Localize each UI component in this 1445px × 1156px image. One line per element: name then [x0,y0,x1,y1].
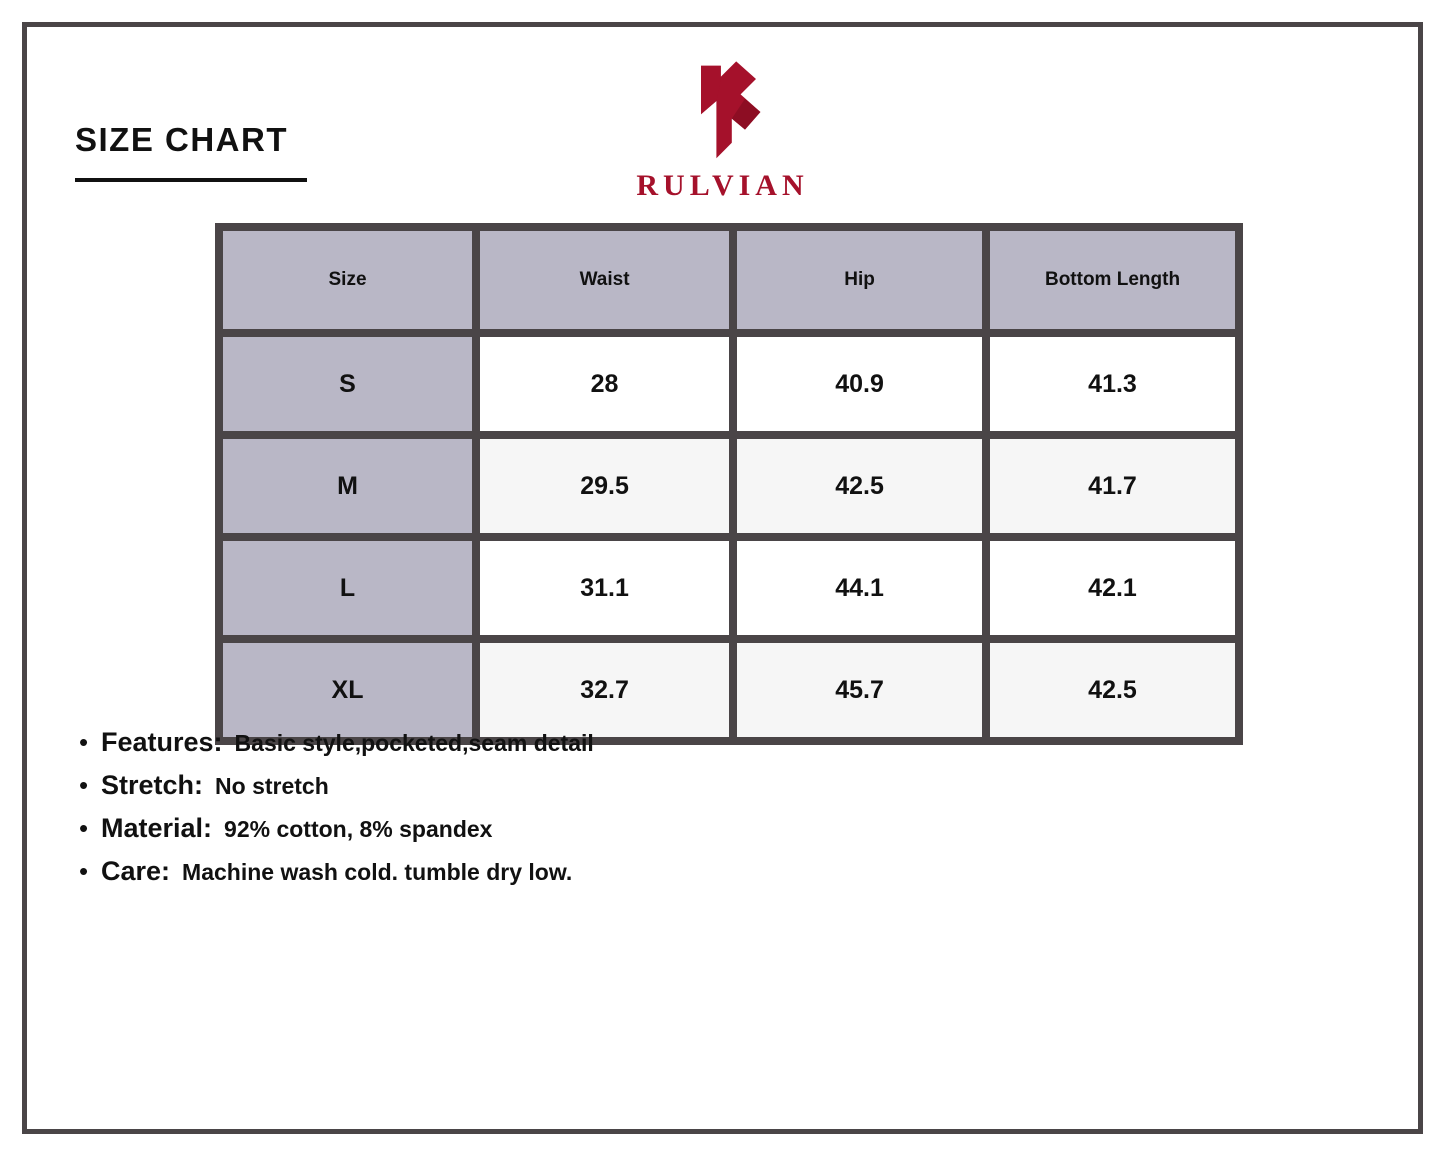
cell-waist: 28 [476,333,733,435]
cell-hip: 40.9 [733,333,986,435]
product-details-list [79,727,1279,899]
table-row [219,333,1239,435]
table-row [219,537,1239,639]
detail-value-features: Basic style,pocketed,seam detail [234,730,594,756]
cell-size: L [219,537,476,639]
cell-waist: 32.7 [476,639,733,741]
size-chart-table [215,223,1243,745]
bullet-icon: • [79,813,89,843]
bullet-icon: • [79,770,89,800]
size-chart-table-wrap [215,223,1243,745]
list-item [79,813,1279,844]
column-header-waist: Waist [476,227,733,333]
detail-label-material: Material: [101,813,213,843]
cell-hip: 45.7 [733,639,986,741]
list-item [79,727,1279,758]
brand-name: RULVIAN [636,169,809,202]
detail-value-care: Machine wash cold. tumble dry low. [182,859,573,885]
page-frame [22,22,1423,1134]
detail-label-care: Care: [101,856,171,886]
cell-size: XL [219,639,476,741]
cell-waist: 29.5 [476,435,733,537]
list-item [79,770,1279,801]
detail-label-features: Features: [101,727,223,757]
detail-label-stretch: Stretch: [101,770,204,800]
cell-bottom-length: 41.3 [986,333,1239,435]
cell-hip: 44.1 [733,537,986,639]
column-header-size: Size [219,227,476,333]
cell-bottom-length: 42.1 [986,537,1239,639]
table-row [219,639,1239,741]
cell-size: M [219,435,476,537]
table-header-row [219,227,1239,333]
table-row [219,435,1239,537]
column-header-bottom-length: Bottom Length [986,227,1239,333]
bullet-icon: • [79,856,89,886]
cell-bottom-length: 41.7 [986,435,1239,537]
cell-waist: 31.1 [476,537,733,639]
cell-hip: 42.5 [733,435,986,537]
page-title: SIZE CHART [75,121,288,158]
detail-value-stretch: No stretch [215,773,329,799]
bullet-icon: • [79,727,89,757]
column-header-hip: Hip [733,227,986,333]
brand-block [27,57,1418,203]
cell-bottom-length: 42.5 [986,639,1239,741]
rulvian-r-logo-icon [668,57,778,167]
cell-size: S [219,333,476,435]
list-item [79,856,1279,887]
detail-value-material: 92% cotton, 8% spandex [224,816,493,842]
